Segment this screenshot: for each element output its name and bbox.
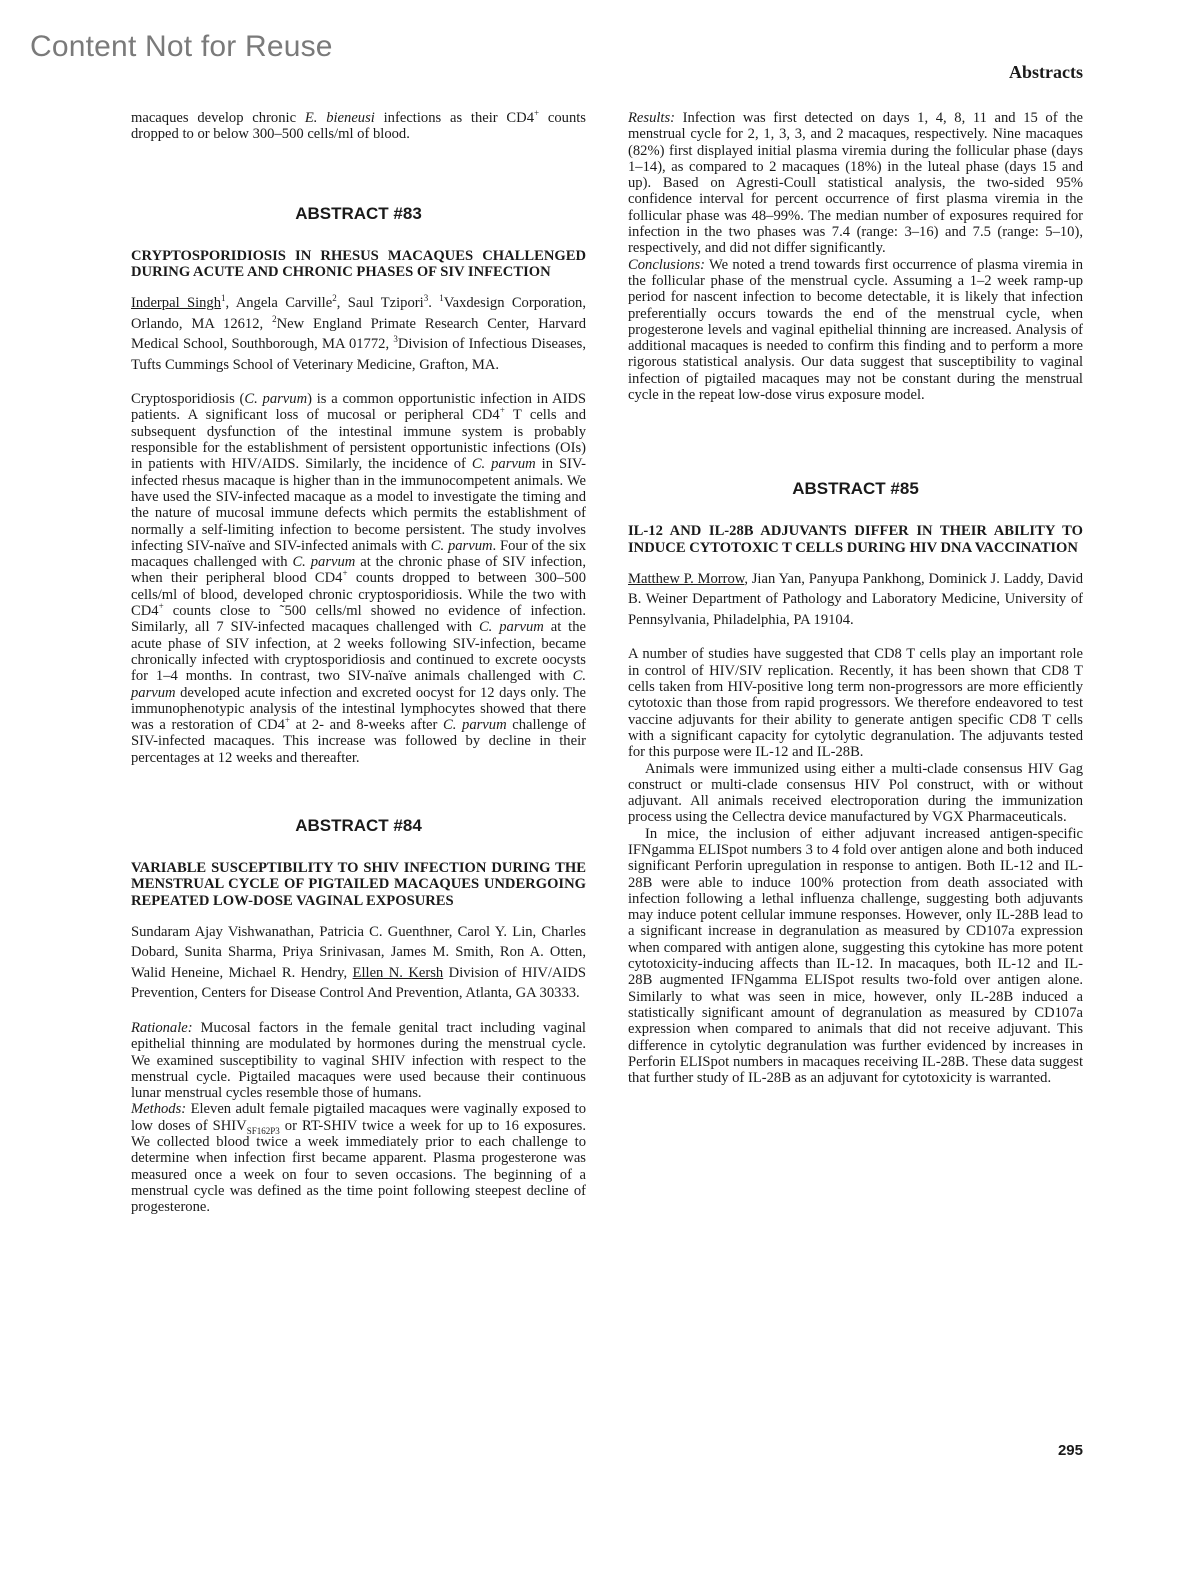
abstract-85-paragraph-1: A number of studies have suggested that CD8 T cells play an important role in control of HIV/SIV replication. Recently, it has been shown that CD8 T cells taken from HIV-positive long term non-progressors are more efficiently cytotoxic than those from rapid progressors. We therefore endeavored to test vaccine adjuvants for their ability to generate antigen specific CD8 T cells with a significant capacity for cytolytic degranulation. The adjuvants tested for this purpose were IL-12 and IL-28B. [628, 646, 1083, 761]
abstract-84-title: VARIABLE SUSCEPTIBILITY TO SHIV INFECTION DURING THE MENSTRUAL CYCLE OF PIGTAILED MACAQUES UNDERGOING REPEATED LOW-DOSE VAGINAL EXPOSURES [131, 860, 586, 909]
abstract-85-paragraph-3: In mice, the inclusion of either adjuvant increased antigen-specific IFNgamma ELISpot numbers 3 to 4 fold over antigen alone and both induced significant Perforin upregulation in response to antigen. Both IL-12 and IL-28B were able to induce 100% protection from death associated with infection following a lethal influenza challenge, suggesting both adjuvants may induce potent cellular immune responses. However, only IL-28B lead to a significant increase in degranulation as measured by CD107a expression when compared with antigen alone, suggesting this cytokine has more potent cytotoxicity-inducing affects than IL-12. In macaques, both IL-12 and IL-28B augmented IFNgamma ELISpot results two-fold over antigen alone. Similarly to what was seen in mice, however, only IL-28B induced a statistically significant amount of degranulation as measured by CD107a expression when compared to animals that did not receive adjuvant. This difference in cytolytic degranulation was further evidenced by increases in Perforin ELISpot numbers in macaques receiving IL-28B. These data suggest that further study of IL-28B as an adjuvant for cytotoxicity is warranted. [628, 825, 1083, 1087]
abstract-85-title: IL-12 AND IL-28B ADJUVANTS DIFFER IN THEIR ABILITY TO INDUCE CYTOTOXIC T CELLS DURING HIV DNA VACCINATION [628, 523, 1083, 556]
running-head: Abstracts [1009, 62, 1083, 82]
continued-text: macaques develop chronic E. bieneusi infections as their CD4+ counts dropped to or below 300–500 cells/ml of blood. [131, 108, 586, 143]
abstract-84-methods: Methods: Eleven adult female pigtailed macaques were vaginally exposed to low doses of $SHIV_{SF162P3}$ or RT-SHIV twice a week for up to 16 exposures. We collected blood twice a week immediately prior to each challenge to determine when infection first became apparent. Plasma progesterone was measured once a week on four to seven occasions. The beginning of a menstrual cycle was defined as the time point following steepest decline of progesterone. [131, 1101, 586, 1216]
abstract-84-rationale: Rationale: Mucosal factors in the female genital tract including vaginal epithelial thinning are modulated by hormones during the menstrual cycle. We examined susceptibility to vaginal SHIV infection with respect to the menstrual cycle. Pigtailed macaques were used because their continuous lunar menstrual cycles resemble those of humans. [131, 1019, 586, 1102]
right-column [628, 110, 1083, 1086]
abstract-84-authors: Sundaram Ajay Vishwanathan, Patricia C. Guenthner, Carol Y. Lin, Charles Dobard, Sunita Sharma, Priya Srinivasan, James M. Smith, Ron A. Otten, Walid Heneine, Michael R. Hendry, Ellen N. Kersh Division of HIV/AIDS Prevention, Centers for Disease Control And Prevention, Atlanta, GA 30333. [131, 923, 586, 1002]
abstract-84-heading: ABSTRACT #84 [295, 816, 422, 836]
abstract-83-authors: Inderpal Singh$^1$, Angela Carville$^2$, Saul Tzipori$^3$. $^1$Vaxdesign Corporation, Orlando, MA 12612, $^2$New England Primate Research Center, Harvard Medical School, Southborough, MA 01772, $^3$Division of Infectious Diseases, Tufts Cummings School of Veterinary Medicine, Grafton, MA. [131, 293, 587, 373]
abstract-85-paragraph-2: Animals were immunized using either a multi-clade consensus HIV Gag construct or multi-clade consensus HIV Pol construct, with or without adjuvant. All animals received electroporation during the immunization process using the Cellectra device manufactured by VGX Pharmaceuticals. [628, 760, 1083, 826]
abstract-83-body: Cryptosporidiosis (C. parvum) is a common opportunistic infection in AIDS patients. A significant loss of mucosal or peripheral CD4+ T cells and subsequent dysfunction of the intestinal immune system is probably responsible for the establishment of persistent opportunistic infections (OIs) in patients with HIV/AIDS. Similarly, the incidence of C. parvum in SIV-infected rhesus macaque is higher than in the immunocompetent animals. We have used the SIV-infected macaque as a model to investigate the timing and the nature of mucosal immune defects which permits the establishment of normally a self-limiting infection to become persistent. The study involves infecting SIV-naïve and SIV-infected animals with C. parvum. Four of the six macaques challenged with C. parvum at the chronic phase of SIV infection, when their peripheral blood CD4+ counts dropped to between 300–500 cells/ml of blood, developed chronic cryptosporidiosis. While the two with CD4+ counts close to ˜500 cells/ml showed no evidence of infection. Similarly, all 7 SIV-infected macaques challenged with C. parvum at the acute phase of SIV infection, at 2 weeks following SIV-infection, became chronically infected with cryptosporidiosis and continued to excrete oocysts for 1–4 months. In contrast, two SIV-naïve animals challenged with C. parvum developed acute infection and excreted oocyst for 12 days only. The immunophenotypic analysis of the intestinal lymphocytes showed that there was a restoration of CD4+ at 2- and 8-weeks after C. parvum challenge of SIV-infected macaques. This increase was followed by decline in their percentages at 12 weeks and thereafter. [131, 391, 586, 766]
page-number: 295 [1057, 1442, 1083, 1459]
watermark: Content Not for Reuse [30, 30, 333, 63]
abstract-84-conclusions: Conclusions: We noted a trend towards first occurrence of plasma viremia in the follicular phase of the menstrual cycle. Assuming a 1–2 week ramp-up period for nascent infection to become detectable, it is likely that infection preferentially occurs towards the end of the menstrual cycle, when progesterone levels and vaginal epithelial thinning are increased. Analysis of additional macaques is needed to confirm this finding and to perform a more rigorous statistical analysis. Our data suggest that susceptibility to vaginal infection of pigtailed macaques may not be constant during the menstrual cycle in the repeat low-dose virus exposure model. [628, 256, 1083, 404]
abstract-83-title: CRYPTOSPORIDIOSIS IN RHESUS MACAQUES CHALLENGED DURING ACUTE AND CHRONIC PHASES OF SIV INFECTION [131, 247, 586, 280]
abstract-84-results: Results: Infection was first detected on days 1, 4, 8, 11 and 15 of the menstrual cycle for 2, 1, 3, 3, and 2 macaques, respectively. Nine macaques (82%) first displayed initial plasma viremia during the follicular phase (days 1–14), as compared to 2 macaques (18%) in the luteal phase (days 15 and up). Based on Agresti-Coull statistical analysis, the two-sided 95% confidence interval for percent occurrence of first plasma viremia in the follicular phase was 48–99%. The median number of exposures required for infection in the two phases was 7.4 (range: 3–16) and 7.5 (range: 5–10), respectively, and did not differ significantly. [628, 110, 1083, 257]
left-column [131, 110, 586, 1215]
abstract-83-heading: ABSTRACT #83 [295, 203, 422, 223]
abstract-85-authors: Matthew P. Morrow, Jian Yan, Panyupa Pankhong, Dominick J. Laddy, David B. Weiner Department of Pathology and Laboratory Medicine, University of Pennsylvania, Philadelphia, PA 19104. [628, 570, 1083, 628]
abstract-85-heading: ABSTRACT #85 [792, 479, 919, 499]
